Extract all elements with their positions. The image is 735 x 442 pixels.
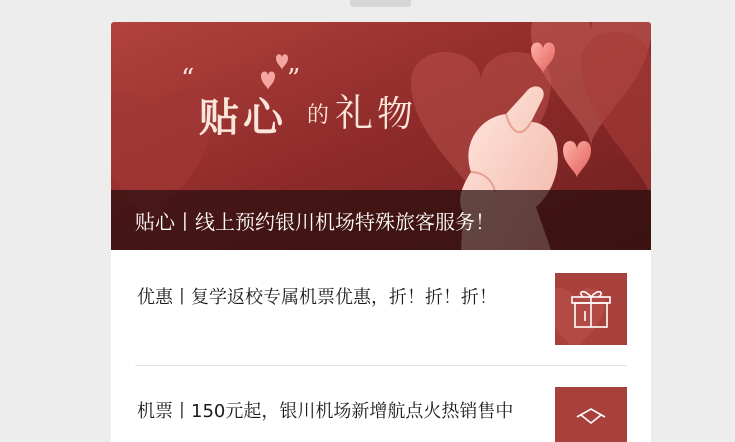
top-handle xyxy=(350,0,411,7)
banner-quote-close: ” xyxy=(287,64,301,94)
banner-char-tie: 贴 xyxy=(199,94,239,141)
banner-char-xin: 心 xyxy=(243,94,283,141)
banner-quote-open: “ xyxy=(181,64,195,94)
banner-char-wu: 物 xyxy=(377,94,414,135)
article-thumbnail xyxy=(555,387,627,442)
banner-char-li: 礼 xyxy=(335,91,374,135)
banner-char-de: 的 xyxy=(307,103,330,128)
article-item[interactable] xyxy=(135,274,627,369)
article-title: 优惠丨复学返校专属机票优惠，折！折！折！ xyxy=(137,287,497,308)
article-thumbnail xyxy=(555,273,627,345)
article-list-card xyxy=(111,22,651,442)
hero-article-title: 贴心丨线上预约银川机场特殊旅客服务！ xyxy=(135,210,495,234)
list-divider xyxy=(135,365,627,366)
hero-article[interactable] xyxy=(111,22,651,250)
article-title: 机票丨150元起，银川机场新增航点火热销售中 xyxy=(137,401,514,422)
article-item[interactable] xyxy=(135,388,627,442)
